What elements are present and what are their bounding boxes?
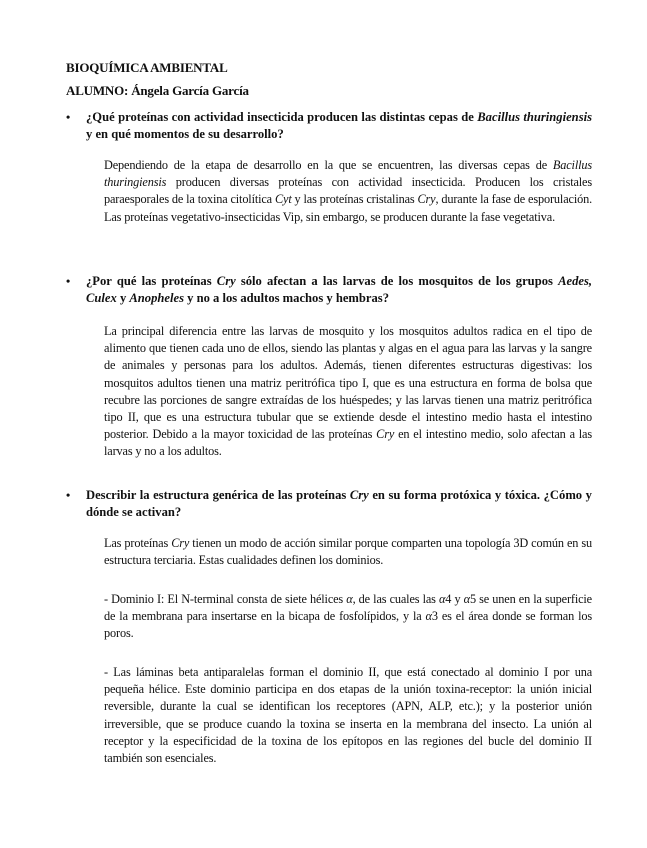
answer-3: Las proteínas Cry tienen un modo de acción similar porque comparten una topología 3D común en su estructura terciaria. Estas cualidades definen los dominios. bbox=[104, 536, 592, 568]
question-3: • Describir la estructura genérica de las proteínas Cry en su forma protóxica y tóxica. ¿Cómo y dónde se activan? bbox=[66, 488, 592, 519]
bullet-icon: • bbox=[66, 488, 71, 502]
question-2: • ¿Por qué las proteínas Cry sólo afectan a las larvas de los mosquitos de los grupos Aedes, Culex y Anopheles y no a los adultos machos y hembras? bbox=[66, 274, 593, 305]
bullet-icon: • bbox=[66, 274, 71, 288]
answer-1: Dependiendo de la etapa de desarrollo en la que se encuentren, las diversas cepas de Bacillus thuringiensis producen diversas proteínas con actividad insecticida. Producen los cristales paraesporales de la toxina citolítica Cyt y las proteínas cristalinas Cry, durante la fase de esporulación. Las proteínas vegetativo-insecticidas Vip, sin embargo, se producen durante la fase vegetativa. bbox=[104, 158, 593, 224]
domain-2-paragraph: - Las láminas beta antiparalelas forman el dominio II, que está conectado al dominio I por una pequeña hélice. Este dominio participa en dos etapas de la unión toxina-receptor: la unión inicial reversible, durante la cual se identifican los receptores (APN, ALP, etc.); y la posterior unión irreversible, que se produce cuando la toxina se inserta en la membrana del insecto. La unión al receptor y la especificidad de la toxina de los epítopos en las regiones del bucle del dominio II también son esenciales. bbox=[104, 665, 592, 766]
domain-1-paragraph: - Dominio I: El N-terminal consta de siete hélices α, de las cuales las α4 y α5 se unen en la superficie de la membrana para insertarse en la bicapa de fosfolípidos, y la α3 es el área donde se forman los poros. bbox=[104, 592, 592, 641]
document-title: BIOQUÍMICA AMBIENTAL bbox=[66, 60, 228, 75]
student-label: ALUMNO: bbox=[66, 83, 129, 98]
answer-2: La principal diferencia entre las larvas de mosquito y los mosquitos adultos radica en el tipo de alimento que tienen cada uno de ellos, siendo las plantas y algas en el agua para las larvas y la sangre de animales y personas para los adultos. Además, tienen diferentes estructuras digestivas: los mosquitos adultos tienen una matriz peritrófica tipo I, que es una estructura en forma de bolsa que recubre las porciones de sangre extraídas de los huéspedes; y las larvas tienen una matriz peritrófica tipo II, que es una estructura tubular que se extiende desde el intestino medio hasta el intestino posterior. Debido a la mayor toxicidad de las proteínas Cry en el intestino medio, solo afectan a las larvas y no a los adultos. bbox=[104, 324, 592, 459]
student-line bbox=[66, 83, 249, 99]
bullet-icon: • bbox=[66, 110, 71, 124]
student-name: Ángela García García bbox=[131, 83, 249, 98]
question-1: • ¿Qué proteínas con actividad insecticida producen las distintas cepas de Bacillus thuringiensis y en qué momentos de su desarrollo? bbox=[66, 110, 592, 141]
